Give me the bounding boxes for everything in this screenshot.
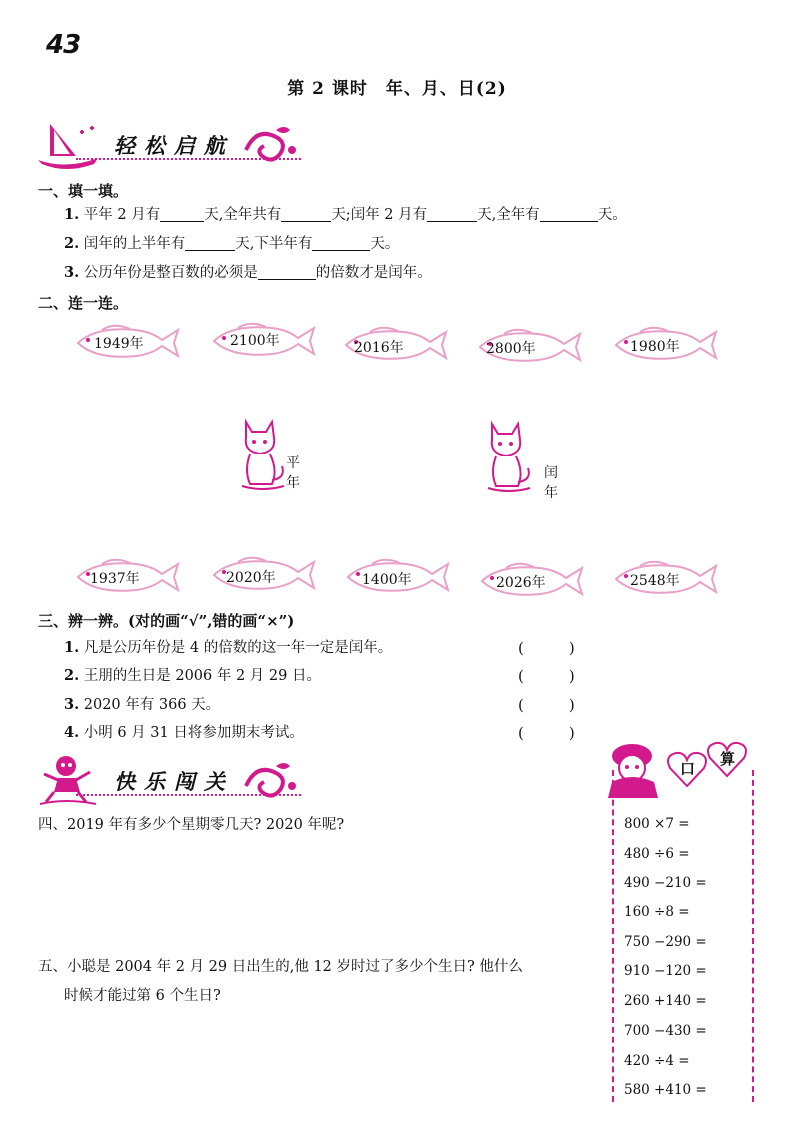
q2-title: 二、连一连。	[38, 294, 129, 312]
q1-item-3: 3. 公历年份是整百数的必须是 的倍数才是闰年。	[64, 264, 432, 281]
fish-year: 1937年	[90, 571, 140, 587]
calc-item: 700 −430 =	[624, 1023, 707, 1039]
calc-item: 910 −120 =	[624, 963, 707, 979]
answer-parentheses[interactable]: ( )	[518, 639, 575, 657]
q3-item-3: 3. 2020 年有 366 天。	[64, 696, 221, 713]
q1-item-2: 2. 闰年的上半年有 天,下半年有 天。	[64, 235, 400, 252]
q1-item-1: 1. 平年 2 月有 天,全年共有 天;闰年 2 月有 天,全年有 天。	[64, 206, 627, 223]
fish-year: 1949年	[94, 336, 144, 352]
answer-blank[interactable]	[312, 234, 370, 251]
answer-blank[interactable]	[427, 205, 477, 222]
answer-blank[interactable]	[258, 263, 316, 280]
fish-year: 2100年	[230, 333, 280, 349]
swirl-ornament-icon	[236, 120, 306, 170]
fish-card[interactable]	[210, 556, 318, 598]
calc-item: 420 ÷4 =	[624, 1053, 690, 1069]
fish-card[interactable]	[74, 558, 182, 600]
fish-card[interactable]	[612, 560, 720, 602]
cat-label-leap-year: 闰年	[544, 465, 558, 501]
answer-blank[interactable]	[185, 234, 235, 251]
q1-title: 一、填一填。	[38, 182, 129, 200]
banner-happy-challenge	[36, 752, 306, 804]
fish-year: 2548年	[630, 573, 680, 589]
fish-year: 1400年	[362, 572, 412, 588]
answer-parentheses[interactable]: ( )	[518, 724, 575, 742]
heart-label-kou: 口	[680, 760, 696, 778]
banner-title-1: 轻松启航	[114, 134, 234, 158]
calc-item: 580 +410 =	[624, 1082, 707, 1098]
fish-card[interactable]	[342, 326, 450, 368]
fish-card[interactable]	[476, 328, 584, 370]
fish-year: 2016年	[354, 340, 404, 356]
running-kid-icon	[36, 752, 102, 806]
q3-item-4: 4. 小明 6 月 31 日将参加期末考试。	[64, 724, 304, 741]
answer-blank[interactable]	[281, 205, 331, 222]
answer-parentheses[interactable]: ( )	[518, 696, 575, 714]
heart-label-suan: 算	[720, 750, 736, 768]
banner-easy-start	[36, 118, 306, 170]
answer-blank[interactable]	[160, 205, 204, 222]
fish-card[interactable]	[74, 324, 182, 366]
cat-icon	[238, 418, 288, 490]
calc-item: 480 ÷6 =	[624, 846, 690, 862]
swirl-ornament-icon	[236, 756, 306, 806]
answer-blank[interactable]	[540, 205, 598, 222]
page-number: 43	[46, 30, 81, 60]
q3-item-1: 1. 凡是公历年份是 4 的倍数的这一年一定是闰年。	[64, 639, 393, 656]
answer-parentheses[interactable]: ( )	[518, 667, 575, 685]
q3-item-2: 2. 王朋的生日是 2006 年 2 月 29 日。	[64, 667, 321, 684]
fish-year: 2020年	[226, 570, 276, 586]
q5-line-2: 时候才能过第 6 个生日?	[64, 988, 221, 1004]
sailboat-icon	[36, 118, 104, 170]
fish-card[interactable]	[612, 326, 720, 368]
cat-icon	[484, 420, 534, 492]
fish-card[interactable]	[210, 322, 318, 364]
lesson-title: 第 2 课时 年、月、日(2)	[287, 79, 507, 99]
cat-leap-year[interactable]	[484, 420, 558, 501]
calc-item: 750 −290 =	[624, 934, 707, 950]
q3-title: 三、辨一辨。(对的画“√”,错的画“×”)	[38, 612, 295, 630]
q4-text: 四、2019 年有多少个星期零几天? 2020 年呢?	[38, 817, 345, 833]
cat-label-common-year: 平年	[286, 455, 300, 491]
fish-card[interactable]	[344, 558, 452, 600]
oral-calc-box	[612, 770, 754, 1102]
banner-underline	[76, 794, 301, 796]
calc-item: 260 +140 =	[624, 993, 707, 1009]
banner-title-2: 快乐闯关	[114, 770, 234, 794]
q5-line-1: 五、小聪是 2004 年 2 月 29 日出生的,他 12 岁时过了多少个生日? 他什么	[38, 959, 523, 975]
calc-item: 800 ×7 =	[624, 816, 690, 832]
calc-item: 490 −210 =	[624, 875, 707, 891]
fish-year: 2800年	[486, 341, 536, 357]
fish-card[interactable]	[478, 562, 586, 604]
banner-underline	[76, 158, 301, 160]
fish-year: 2026年	[496, 575, 546, 591]
cat-common-year[interactable]	[238, 418, 300, 494]
fish-year: 1980年	[630, 339, 680, 355]
calc-item: 160 ÷8 =	[624, 904, 690, 920]
